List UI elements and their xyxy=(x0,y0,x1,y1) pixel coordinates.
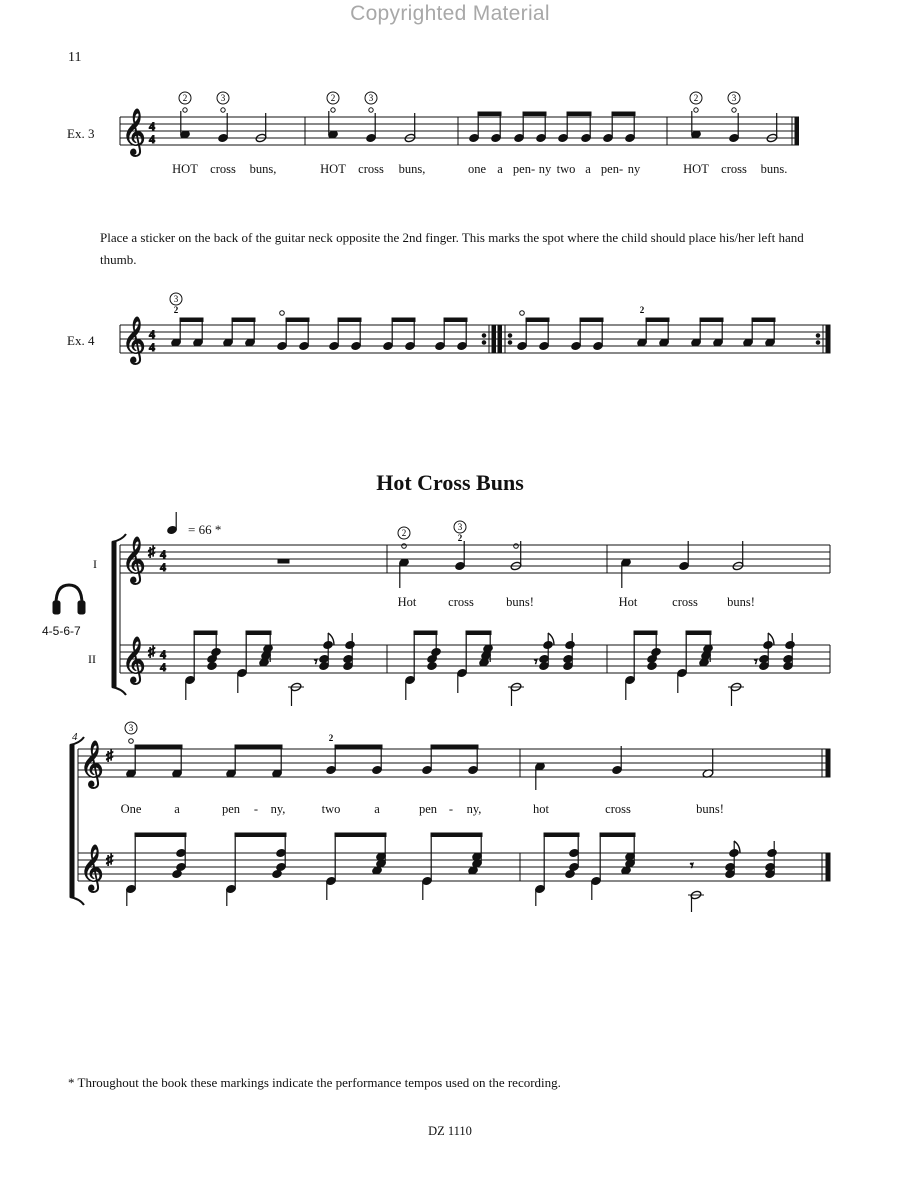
treble-clef-icon: 𝄞 xyxy=(122,109,146,155)
svg-text:4: 4 xyxy=(160,547,166,561)
treble-clef-icon: 𝄞 xyxy=(122,317,146,363)
svg-text:𝄾: 𝄾 xyxy=(534,655,538,670)
lyric-syllable: cross xyxy=(605,802,631,816)
lyric-syllable: one xyxy=(467,162,487,176)
lyric-syllable: pen- xyxy=(512,162,536,176)
lyric-syllable: cross xyxy=(721,162,747,176)
finger-number: 2 xyxy=(173,305,179,315)
lyric-syllable: pen xyxy=(418,802,438,816)
svg-text:4: 4 xyxy=(149,327,155,341)
finger-number: 2 xyxy=(639,305,645,315)
treble-clef-icon: 𝄞 xyxy=(122,637,146,683)
lyric-syllable: ny xyxy=(538,162,552,176)
treble-clef-icon: 𝄞 xyxy=(122,537,146,583)
catalog-code: DZ 1110 xyxy=(428,1124,472,1138)
lyric-syllable: ny, xyxy=(466,802,482,816)
accompaniment-measure-5 xyxy=(535,833,778,912)
lyric-syllable: a xyxy=(374,802,380,816)
finger-number: 0 xyxy=(521,313,523,314)
lyric-syllable: pen- xyxy=(600,162,624,176)
lyric-syllable: buns, xyxy=(249,162,277,176)
string-marker: 3 xyxy=(220,93,226,103)
lyric-syllable: Hot xyxy=(618,595,638,609)
lyric-syllable: a xyxy=(497,162,503,176)
string-marker: 3 xyxy=(173,294,179,304)
lyric-syllable: HOT xyxy=(320,162,346,176)
svg-text:4: 4 xyxy=(149,119,155,133)
lyric-syllable: two xyxy=(321,802,341,816)
svg-text:4: 4 xyxy=(149,340,155,354)
finger-number: 0 xyxy=(281,313,283,314)
lyric-syllable: - xyxy=(448,802,454,816)
svg-text:4: 4 xyxy=(160,660,166,674)
part-label-ii: II xyxy=(88,652,96,666)
lyric-syllable: ny xyxy=(627,162,641,176)
page-number: 11 xyxy=(68,50,82,65)
lyric-syllable: buns! xyxy=(696,802,724,816)
ex4-label: Ex. 4 xyxy=(67,333,95,348)
eighth-rest-icon: 𝄾 xyxy=(314,655,318,670)
treble-clef-icon: 𝄞 xyxy=(80,845,104,891)
string-marker: 3 xyxy=(731,93,737,103)
svg-text:4: 4 xyxy=(160,647,166,661)
sharp-icon: ♯ xyxy=(106,853,113,868)
lyric-syllable: cross xyxy=(358,162,384,176)
lyric-syllable: HOT xyxy=(683,162,709,176)
lyric-syllable: HOT xyxy=(172,162,198,176)
lyric-syllable: buns! xyxy=(506,595,534,609)
lyric-syllable: cross xyxy=(672,595,698,609)
tempo-marking: = 66 * xyxy=(188,522,222,537)
lyric-syllable: buns. xyxy=(760,162,788,176)
finger-number: 2 xyxy=(457,533,463,543)
string-marker: 2 xyxy=(693,93,699,103)
lyric-syllable: buns, xyxy=(398,162,426,176)
lyric-syllable: pen xyxy=(221,802,241,816)
copyright-watermark: Copyrighted Material xyxy=(350,2,550,25)
lyric-syllable: buns! xyxy=(727,595,755,609)
string-marker: 2 xyxy=(330,93,336,103)
string-marker: 3 xyxy=(457,522,463,532)
lyric-syllable: - xyxy=(253,802,259,816)
svg-text:4: 4 xyxy=(149,132,155,146)
string-marker: 2 xyxy=(401,528,407,538)
lyric-syllable: a xyxy=(585,162,591,176)
lyrics-row-2 xyxy=(0,802,900,820)
lyric-syllable: Hot xyxy=(397,595,417,609)
string-marker: 3 xyxy=(368,93,374,103)
piece-title: Hot Cross Buns xyxy=(376,470,524,495)
lyric-syllable: a xyxy=(174,802,180,816)
finger-number: 2 xyxy=(328,733,334,743)
accompaniment-measure-4 xyxy=(126,833,483,906)
instruction-text: Place a sticker on the back of the guitar neck opposite the 2nd finger. This marks the spot where the child should place his/her left hand thumb. xyxy=(100,230,804,267)
ex3-label: Ex. 3 xyxy=(67,126,95,141)
footnote: * Throughout the book these markings indicate the performance tempos used on the recording. xyxy=(68,1075,561,1090)
svg-text:𝄾: 𝄾 xyxy=(690,859,694,874)
string-marker: 2 xyxy=(182,93,188,103)
string-marker: 3 xyxy=(128,723,134,733)
part-label-i: I xyxy=(93,557,97,571)
lyric-syllable: two xyxy=(556,162,576,176)
treble-clef-icon: 𝄞 xyxy=(80,741,104,787)
svg-text:𝄾: 𝄾 xyxy=(754,655,758,670)
lyric-syllable: ny, xyxy=(270,802,286,816)
lyric-syllable: cross xyxy=(448,595,474,609)
lyric-syllable: hot xyxy=(533,802,549,816)
lyric-syllable: One xyxy=(120,802,142,816)
sharp-icon: ♯ xyxy=(106,749,113,764)
sharp-icon: ♯ xyxy=(148,645,155,660)
audio-track-label: 4-5-6-7 xyxy=(42,624,81,638)
svg-text:4: 4 xyxy=(160,560,166,574)
measure-number: 4 xyxy=(72,731,78,743)
sharp-icon: ♯ xyxy=(148,545,155,560)
lyric-syllable: cross xyxy=(210,162,236,176)
